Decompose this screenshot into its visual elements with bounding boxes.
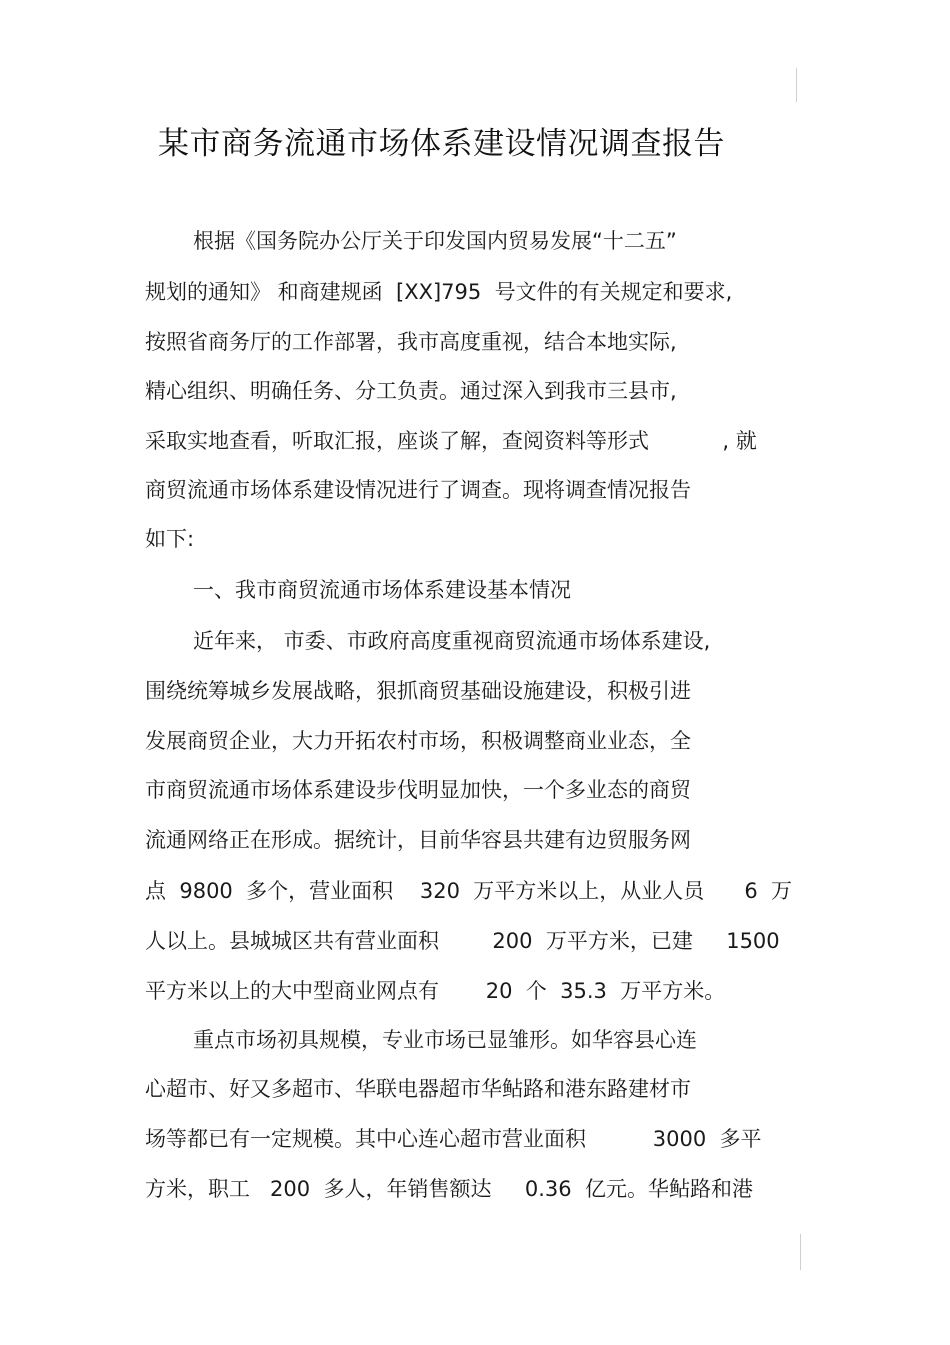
paragraph-line: 近年来， 市委、市政府高度重视商贸流通市场体系建设,: [193, 629, 711, 653]
paragraph-line: 市商贸流通市场体系建设步伐明显加快，一个多业态的商贸: [145, 778, 691, 802]
corner-mark-bottom: [800, 1234, 801, 1270]
paragraph-line: 流通网络正在形成。据统计，目前华容县共建有边贸服务网: [145, 828, 691, 852]
document-title: 某市商务流通市场体系建设情况调查报告: [158, 126, 725, 162]
section-heading: 一、我市商贸流通市场体系建设基本情况: [193, 578, 571, 602]
paragraph-line: 平方米以上的大中型商业网点有 20 个 35.3 万平方米。: [145, 979, 726, 1003]
paragraph-line: 方米，职工 200 多人，年销售额达 0.36 亿元。华鲇路和港: [145, 1177, 753, 1201]
paragraph-line: 发展商贸企业，大力开拓农村市场，积极调整商业业态，全: [145, 729, 691, 753]
paragraph-line: 人以上。县城城区共有营业面积 200 万平方米，已建 1500: [145, 929, 780, 953]
paragraph-line: 精心组织、明确任务、分工负责。通过深入到我市三县市,: [145, 379, 677, 403]
paragraph-line: 场等都已有一定规模。其中心连心超市营业面积 3000 多平: [145, 1127, 762, 1151]
paragraph-line: 规划的通知》 和商建规函 [XX]795 号文件的有关规定和要求,: [145, 280, 733, 304]
paragraph-line: 点 9800 多个，营业面积 320 万平方米以上，从业人员 6 万: [145, 879, 793, 903]
corner-mark-top: [796, 68, 797, 102]
paragraph-line: 采取实地查看，听取汇报，座谈了解，查阅资料等形式 , 就: [145, 429, 757, 453]
paragraph-line: 如下:: [145, 527, 195, 551]
paragraph-line: 心超市、好又多超市、华联电器超市华鲇路和港东路建材市: [145, 1077, 691, 1101]
paragraph-line: 围绕统筹城乡发展战略，狠抓商贸基础设施建设，积极引进: [145, 679, 691, 703]
paragraph-line: 按照省商务厅的工作部署，我市高度重视，结合本地实际,: [145, 330, 677, 354]
paragraph-line: 商贸流通市场体系建设情况进行了调查。现将调查情况报告: [145, 478, 691, 502]
paragraph-line: 重点市场初具规模，专业市场已显雏形。如华容县心连: [193, 1028, 697, 1052]
paragraph-line: 根据《国务院办公厅关于印发国内贸易发展“十二五”: [193, 229, 677, 253]
